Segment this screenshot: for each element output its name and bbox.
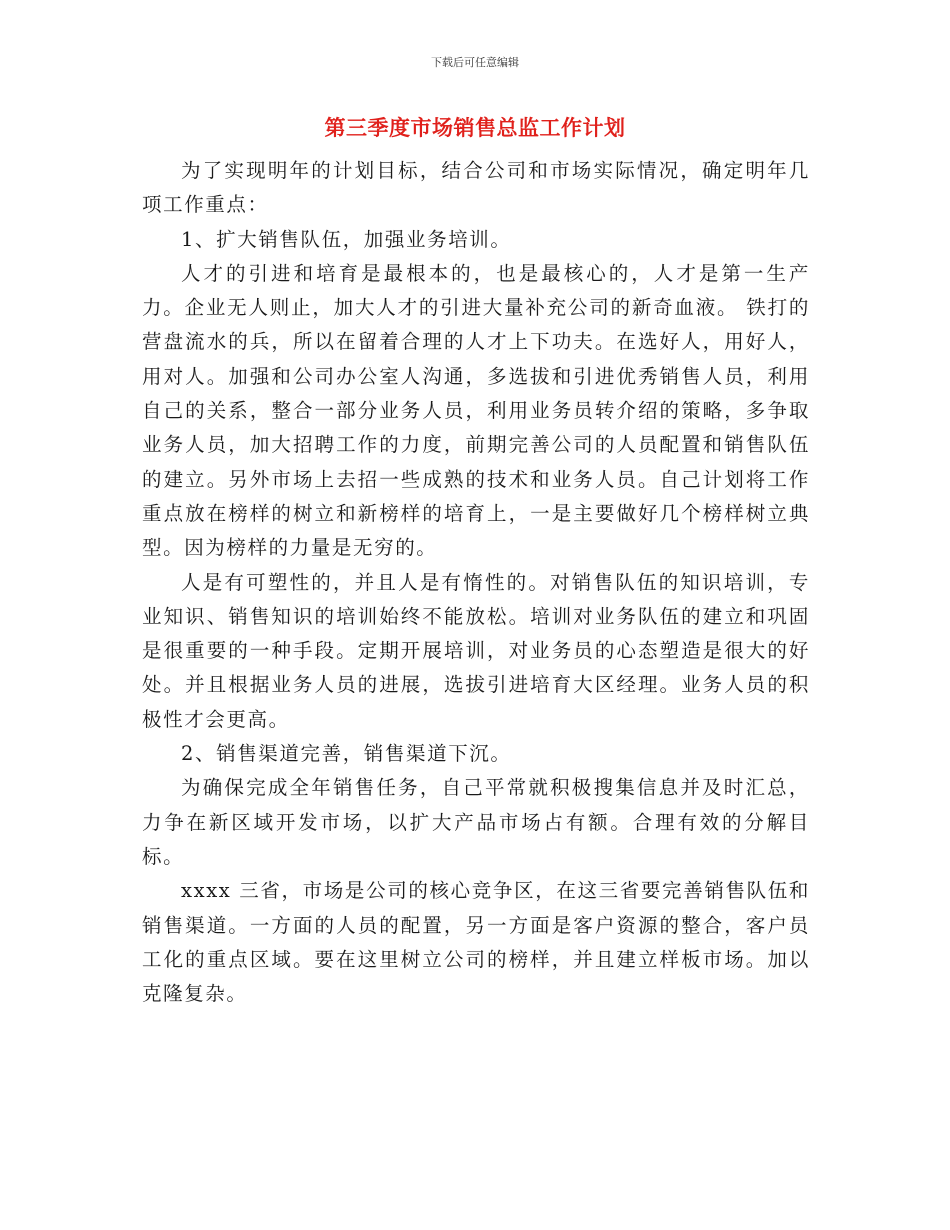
paragraph-heading-2: 2、销售渠道完善，销售渠道下沉。 bbox=[181, 742, 512, 766]
paragraph-three-provinces: xxxx 三省，市场是公司的核心竞争区，在这三省要完善销售队伍和销售渠道。一方面的人员的配置，另一方面是客户资源的整合，客户员工化的重点区域。要在这里树立公司的榜样，并且建立样板市场。加以克隆复杂。 bbox=[142, 879, 810, 1006]
header-note: 下载后可任意编辑 bbox=[431, 56, 519, 69]
paragraph-intro: 为了实现明年的计划目标，结合公司和市场实际情况，确定明年几项工作重点： bbox=[142, 159, 810, 217]
document-body bbox=[142, 154, 810, 1011]
paragraph-training: 人是有可塑性的，并且人是有惰性的。对销售队伍的知识培训，专业知识、销售知识的培训始终不能放松。培训对业务队伍的建立和巩固是很重要的一种手段。定期开展培训，对业务员的心态塑造是很大的好处。并且根据业务人员的进展，选拔引进培育大区经理。业务人员的积极性才会更高。 bbox=[142, 570, 810, 731]
paragraph-sales-task: 为确保完成全年销售任务，自己平常就积极搜集信息并及时汇总，力争在新区域开发市场，以扩大产品市场占有额。合理有效的分解目标。 bbox=[142, 776, 810, 868]
document-title: 第三季度市场销售总监工作计划 bbox=[324, 116, 626, 140]
paragraph-heading-1: 1、扩大销售队伍，加强业务培训。 bbox=[181, 227, 512, 251]
paragraph-talent: 人才的引进和培育是最根本的，也是最核心的，人才是第一生产力。企业无人则止，加大人才的引进大量补充公司的新奇血液。 铁打的营盘流水的兵，所以在留着合理的人才上下功夫。在选好人，用好人，用对人。加强和公司办公室人沟通，多选拔和引进优秀销售人员，利用自己的关系，整合一部分业务人员，利用业务员转介绍的策略，多争取业务人员，加大招聘工作的力度，前期完善公司的人员配置和销售队伍的建立。另外市场上去招一些成熟的技术和业务人员。自己计划将工作重点放在榜样的树立和新榜样的培育上，一是主要做好几个榜样树立典型。因为榜样的力量是无穷的。 bbox=[142, 261, 810, 560]
